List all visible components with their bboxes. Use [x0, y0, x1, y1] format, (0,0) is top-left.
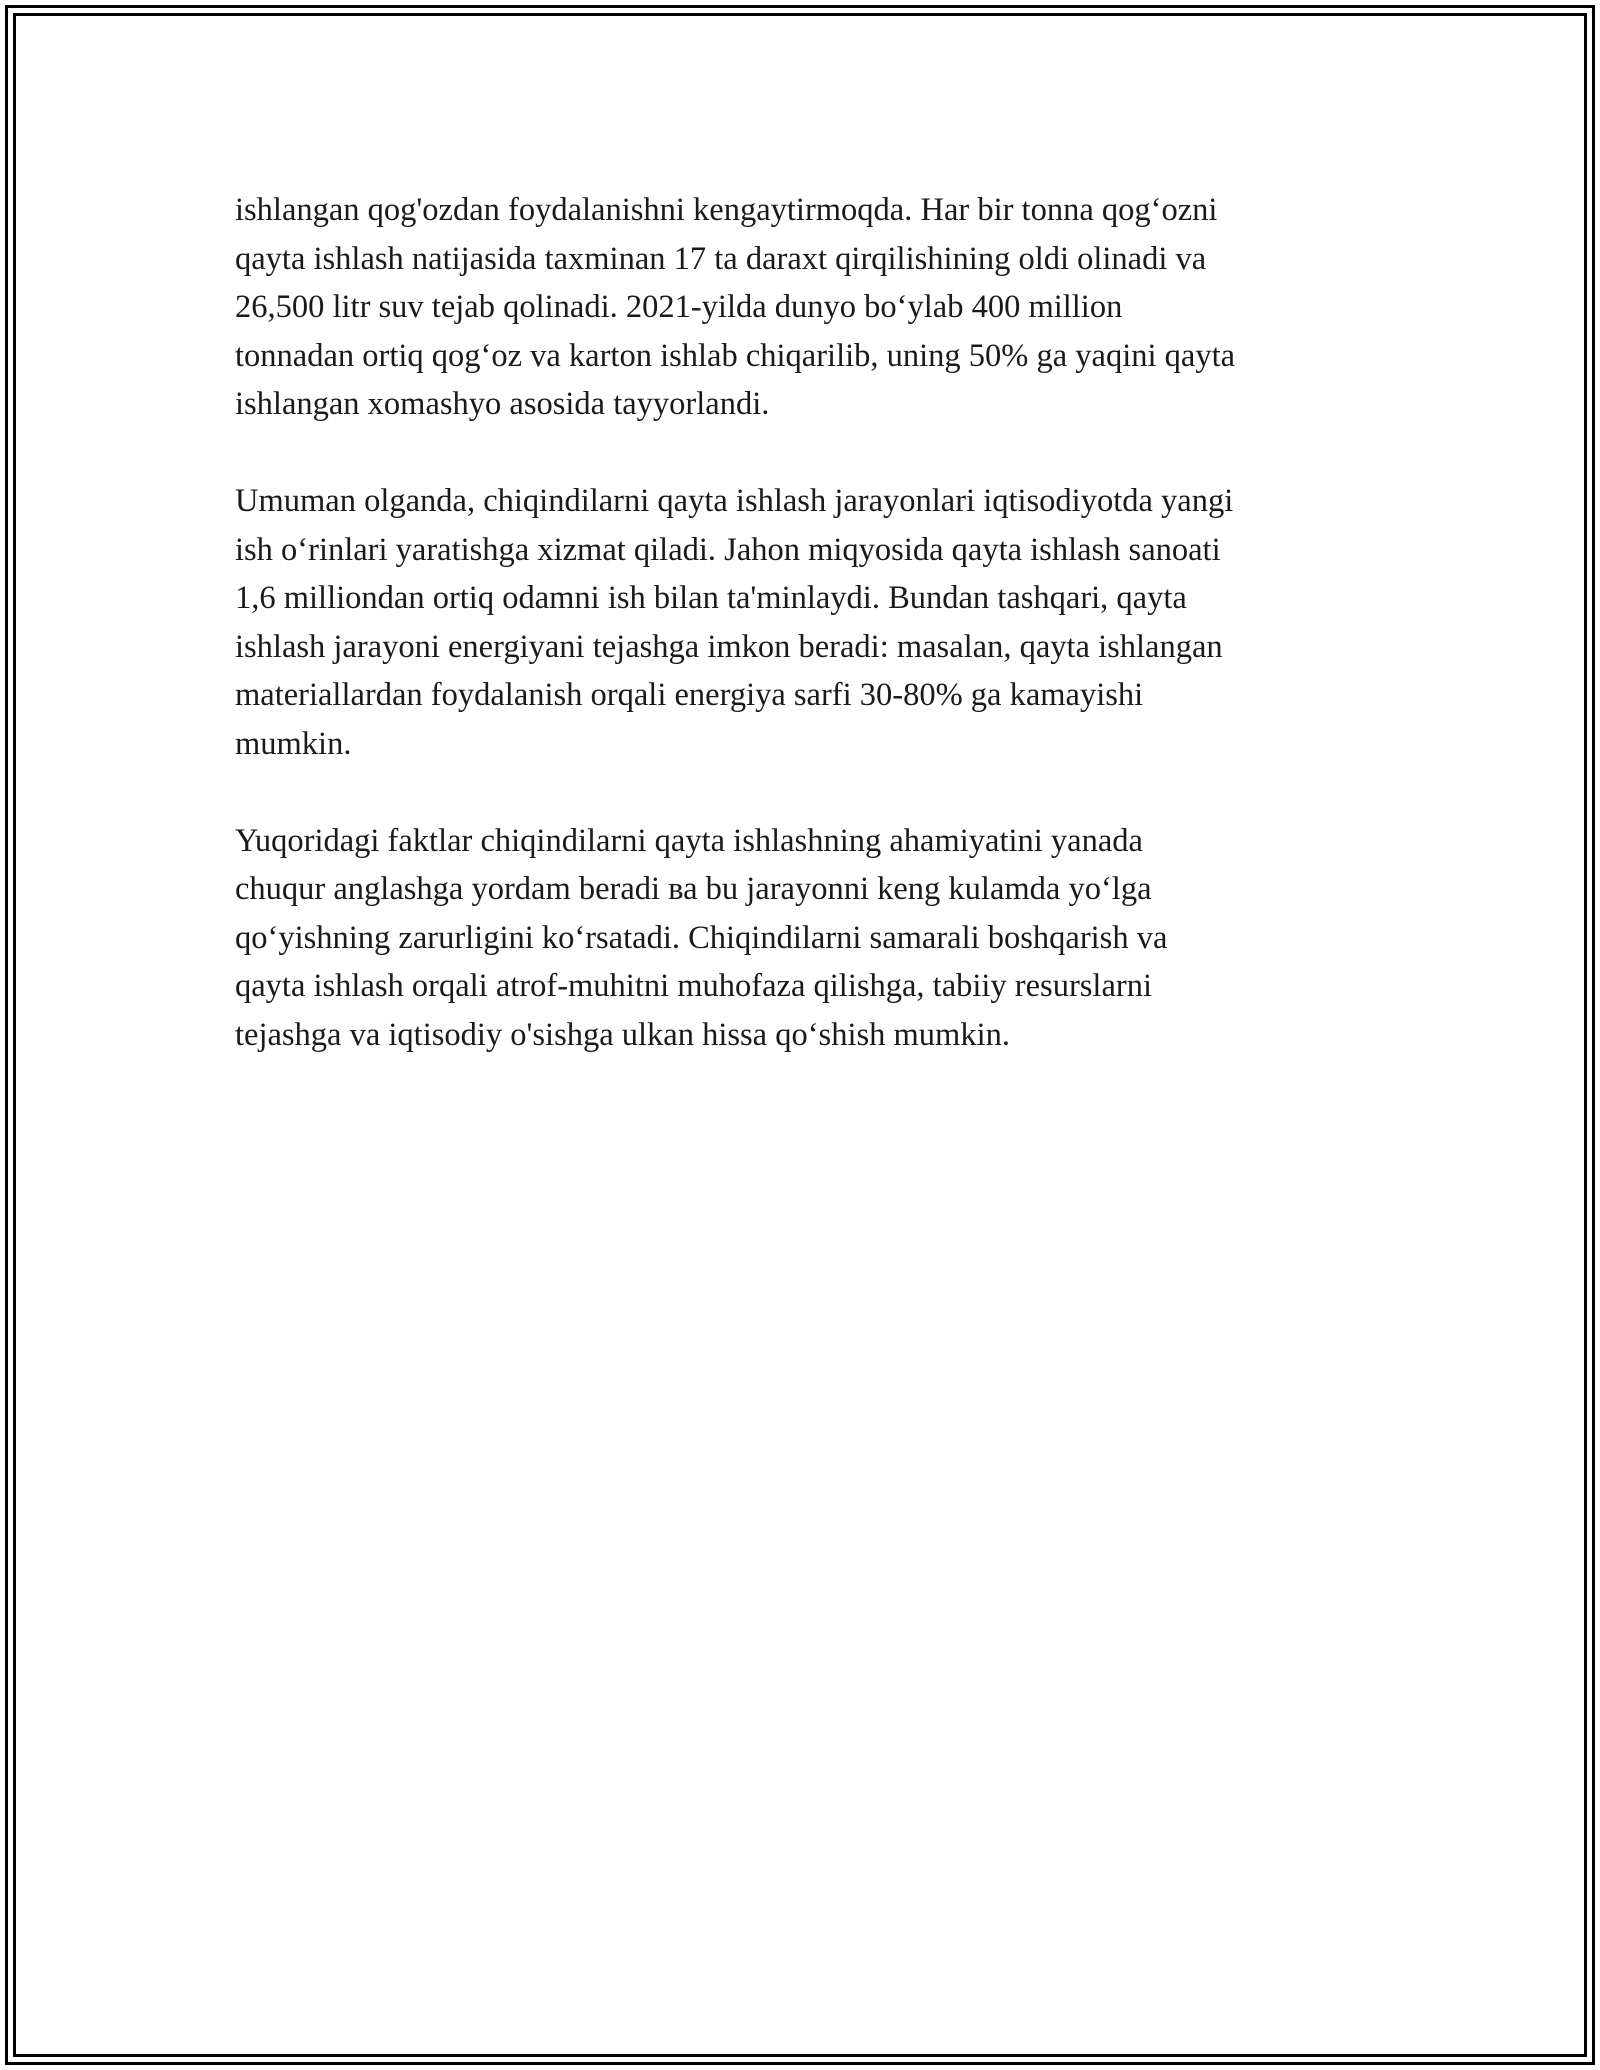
text-line: qo‘yishning zarurligini ko‘rsatadi. Chiqindilarni samarali boshqarish va [235, 919, 1168, 956]
text-line: ishlangan qog'ozdan foydalanishni kengaytirmoqda. Har bir tonna qog‘ozni [235, 192, 1218, 228]
text-line: ish o‘rinlari yaratishga xizmat qiladi. Jahon miqyosida qayta ishlash sanoati [235, 531, 1221, 568]
text-line: 26,500 litr suv tejab qolinadi. 2021-yilda dunyo bo‘ylab 400 million [235, 289, 1123, 325]
text-line: chuqur anglashga yordam beradi ва bu jarayonni keng kulamda yo‘lga [235, 871, 1152, 907]
text-line: ishlash jarayoni energiyani tejashga imkon beradi: masalan, qayta ishlangan [235, 628, 1223, 665]
text-line: qayta ishlash natijasida taxminan 17 ta daraxt qirqilishining oldi olinadi va [235, 240, 1207, 277]
text-line: tonnadan ortiq qog‘oz va karton ishlab chiqarilib, uning 50% ga yaqini qayta [235, 337, 1236, 374]
paragraph-2 [235, 477, 1375, 768]
paragraph-3 [235, 817, 1375, 1060]
text-line: qayta ishlash orqali atrof-muhitni muhofaza qilishga, tabiiy resurslarni [235, 968, 1152, 1004]
text-line: materiallardan foydalanish orqali energiya sarfi 30-80% ga kamayishi [235, 677, 1144, 713]
text-line: tejashga va iqtisodiy o'sishga ulkan hissa qo‘shish mumkin. [235, 1016, 1010, 1053]
text-line: Yuqoridagi faktlar chiqindilarni qayta ishlashning ahamiyatini yanada [235, 822, 1143, 859]
text-line: mumkin. [235, 725, 352, 762]
document-body [235, 186, 1375, 1108]
text-line: Umuman olganda, chiqindilarni qayta ishlash jarayonlari iqtisodiyotda yangi [235, 483, 1234, 519]
text-line: 1,6 milliondan ortiq odamni ish bilan ta'minlaydi. Bundan tashqari, qayta [235, 580, 1187, 616]
text-line: ishlangan xomashyo asosida tayyorlandi. [235, 386, 770, 422]
paragraph-1 [235, 186, 1375, 429]
